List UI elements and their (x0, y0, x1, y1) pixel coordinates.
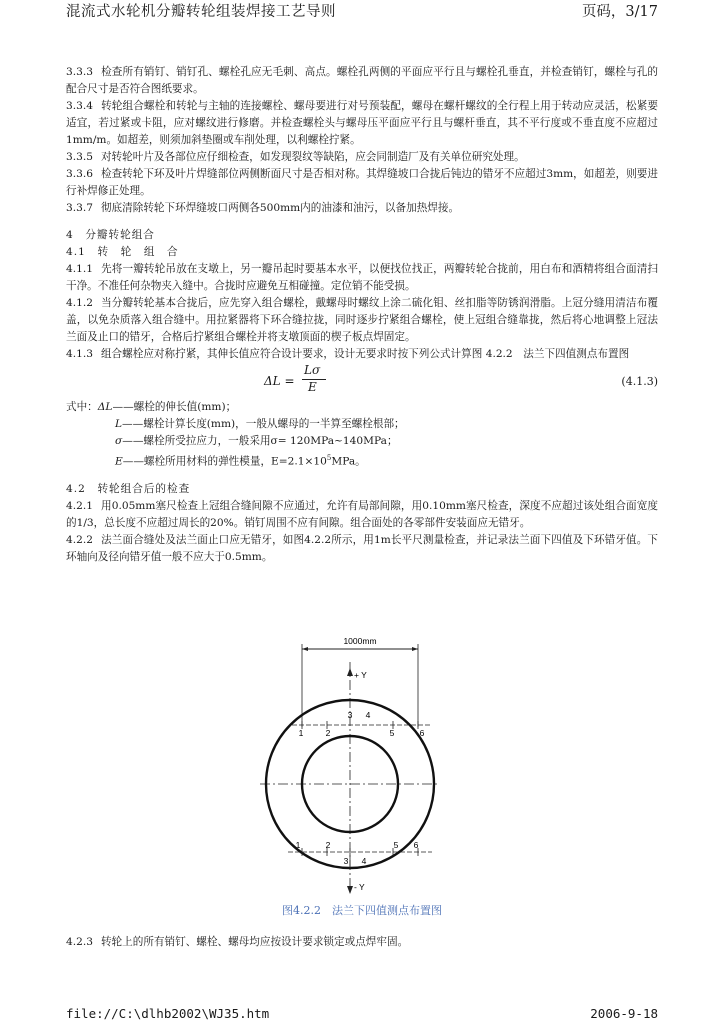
top-point-5: 5 (389, 728, 395, 738)
bottom-point-3: 3 (343, 856, 349, 866)
page-number: 页码，3/17 (581, 4, 658, 20)
file-path: file://C:\dlhb2002\WJ35.htm (66, 1006, 270, 1021)
bottom-point-2: 2 (325, 840, 331, 850)
variable-definitions: 式中：ΔL——螺栓的伸长值(mm)； L——螺栓计算长度(mm)，一般从螺母的一半算至螺栓根部； σ——螺栓所受拉应力，一般采用σ= 120MPa~140MPa； E——螺栓所用材料的弹性模量，$E=2.1\times 10^5MPa$。 (66, 401, 405, 468)
dimension-label: 1000mm (343, 636, 377, 646)
top-point-6: 6 (419, 728, 425, 738)
bottom-point-5: 5 (393, 840, 399, 850)
top-point-1: 1 (298, 728, 304, 738)
formula-lhs: ΔL = (264, 374, 295, 388)
clause-4-1-3: 4.1.3 组合螺栓应对称拧紧，其伸长值应符合设计要求，设计无要求时按下列公式计算图 4.2.2 法兰下四值测点布置图 (66, 348, 630, 360)
chapter-4-heading: 4 分瓣转轮组合 (66, 229, 155, 241)
section-4-2-heading: 4.2 转轮组合后的检查 (66, 482, 191, 495)
bottom-point-4: 4 (361, 856, 367, 866)
clause-4-2-2: 4.2.2 法兰面合缝处及法兰面止口应无错牙，如图4.2.2所示，用1m长平尺测量检查，并记录法兰面下四值及下环错牙值。下环轴向及径向错牙值一般不应大于0.5mm。 (66, 533, 658, 563)
top-point-4: 4 (365, 710, 371, 720)
clause-4-2-3: 4.2.3 转轮上的所有销钉、螺栓、螺母均应按设计要求锁定或点焊牢固。 (66, 936, 409, 948)
minus-y-label: - Y (354, 882, 365, 892)
clause-3-3-7: 3.3.7 彻底清除转轮下环焊缝坡口两侧各500mm内的油漆和油污，以备加热焊接。 (66, 202, 460, 214)
bottom-point-6: 6 (413, 840, 419, 850)
clause-3-3-6: 3.3.6 检查转轮下环及叶片焊缝部位两侧断面尺寸是否相对称。其焊缝坡口合拢后钝边的错牙不应超过3mm，如超差，则要进行补焊修正处理。 (66, 168, 658, 197)
section-4-1-heading: 4.1 转 轮 组 合 (66, 246, 179, 258)
clause-4-1-2: 4.1.2 当分瓣转轮基本合拢后，应先穿入组合螺栓，戴螺母时螺纹上涂二硫化钼、丝扣脂等防锈润滑脂。上冠分缝用清洁布覆盖，以免杂质落入组合缝中。用拉紧器将下环合缝拉拢，同时逐步拧紧组合螺栓，使上冠组合缝靠拢，然后将心地调整上冠法兰面及止口的错牙，合格后拧紧组合螺栓并将支墩顶面的楔子板点焊固定。 (66, 297, 658, 343)
document-title: 混流式水轮机分瓣转轮组装焊接工艺导则 (66, 4, 336, 20)
formula-label: (4.1.3) (621, 375, 658, 388)
formula-4-1-3 (66, 365, 658, 399)
clause-3-3-3: 3.3.3 检查所有销钉、销钉孔、螺栓孔应无毛刺、高点。螺栓孔两侧的平面应平行且与螺栓孔垂直，并检查销钉，螺栓与孔的配合尺寸是否符合图纸要求。 (66, 66, 658, 95)
formula-denominator: E (308, 380, 317, 394)
clause-4-1-1: 4.1.1 先将一瓣转轮吊放在支墩上，另一瓣吊起时要基本水平，以便找位找正，两瓣转轮合拢前，用白布和酒精将组合面清扫干净。不准任何杂物夹入缝中。合拢时应避免互相碰撞。定位销不能受损。 (66, 263, 658, 292)
top-point-3: 3 (347, 710, 353, 720)
clause-3-3-5: 3.3.5 对转轮叶片及各部位应仔细检查，如发现裂纹等缺陷，应会同制造厂及有关单位研究处理。 (66, 151, 525, 163)
print-date: 2006-9-18 (590, 1006, 658, 1021)
figure-caption: 图4.2.2 法兰下四值测点布置图 (282, 904, 442, 917)
clause-3-3-4: 3.3.4 转轮组合螺栓和转轮与主轴的连接螺栓、螺母要进行对号预装配，螺母在螺杆螺纹的全行程上用于转动应灵活，松紧要适宜，若过紧或卡阻，应对螺纹进行修磨。并检查螺栓头与螺母压平面应平行且与螺杆垂直，其不平行度或不垂直度不应超过1mm/m。如超差，则须加斜垫圈或车削处理，以利螺栓拧紧。 (66, 100, 658, 146)
clause-4-2-1: 4.2.1 用0.05mm塞尺检查上冠组合缝间隙不应通过，允许有局部间隙，用0.10mm塞尺检查，深度不应超过该处组合面宽度的1/3，总长度不应超过周长的20%。销钉周围不应有间隙。组合面处的各零部件安装面应无错牙。 (66, 499, 658, 529)
formula-numerator: Lσ (304, 363, 321, 377)
bottom-point-1: 1 (295, 840, 301, 850)
document-body (66, 64, 658, 566)
page-header (0, 0, 724, 22)
top-point-2: 2 (325, 728, 331, 738)
flange-measurement-diagram (250, 632, 450, 902)
plus-y-label: + Y (354, 670, 367, 680)
